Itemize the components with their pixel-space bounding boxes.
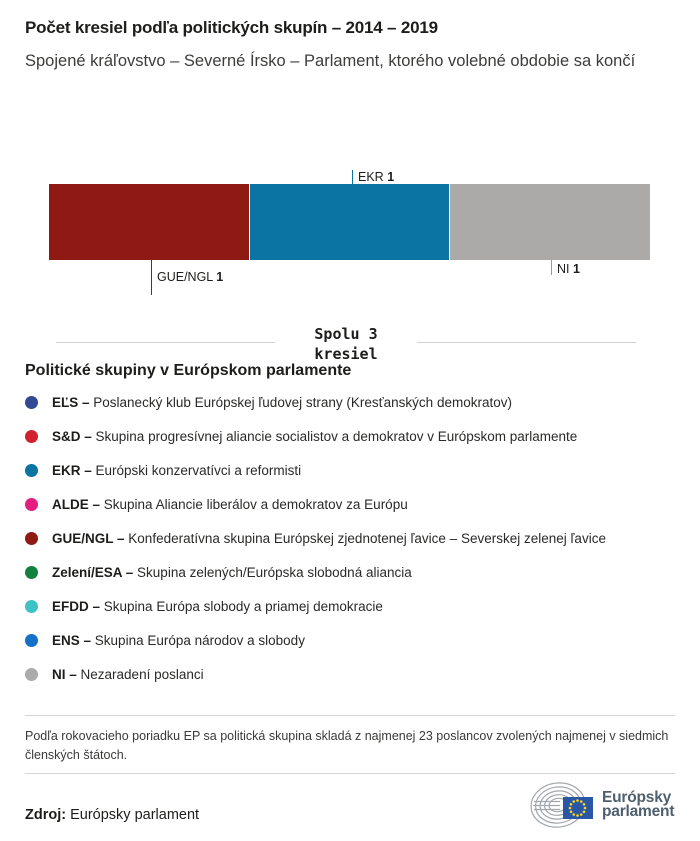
group-abbr: GUE/NGL – bbox=[52, 530, 125, 546]
group-abbr: ALDE – bbox=[52, 496, 101, 512]
total-divider-left bbox=[56, 342, 275, 343]
legend-item-efdd bbox=[25, 589, 680, 623]
source-line bbox=[25, 807, 199, 823]
group-name: GUE/NGL bbox=[157, 270, 213, 284]
page-title: Počet kresiel podľa politických skupín – 2014 – 2019 bbox=[25, 18, 438, 37]
total-line2: kresiel bbox=[314, 345, 378, 363]
els-color-dot-icon bbox=[25, 396, 38, 409]
group-abbr: Zelení/ESA – bbox=[52, 564, 134, 580]
bar-segment-gue-ngl bbox=[49, 184, 249, 260]
group-desc: Konfederatívna skupina Európskej zjednotenej ľavice – Severskej zelenej ľavice bbox=[128, 530, 606, 546]
group-abbr: ENS – bbox=[52, 632, 92, 648]
bar-segment-ekr bbox=[250, 184, 450, 260]
legend-item-ens bbox=[25, 623, 680, 657]
callout-label bbox=[358, 170, 394, 184]
group-desc: Skupina zelených/Európska slobodná aliancia bbox=[137, 564, 412, 580]
alde-color-dot-icon bbox=[25, 498, 38, 511]
group-desc: Poslanecký klub Európskej ľudovej strany (Kresťanských demokratov) bbox=[93, 394, 512, 410]
ni-color-dot-icon bbox=[25, 668, 38, 681]
callout-tick bbox=[352, 170, 353, 184]
group-desc: Európski konzervatívci a reformisti bbox=[95, 462, 302, 478]
divider-bottom bbox=[25, 773, 675, 774]
group-name: EKR bbox=[358, 170, 384, 184]
total-line1: Spolu 3 bbox=[314, 325, 378, 343]
page-subtitle: Spojené kráľovstvo – Severné Írsko – Parlament, ktorého volebné obdobie sa končí bbox=[25, 52, 636, 70]
group-abbr: EFDD – bbox=[52, 598, 101, 614]
seat-count: 1 bbox=[216, 270, 224, 284]
group-desc: Skupina Európa slobody a priamej demokracie bbox=[103, 598, 383, 614]
bar-segment-ni bbox=[450, 184, 650, 260]
divider-top bbox=[25, 715, 675, 716]
logo-wordmark bbox=[602, 791, 674, 818]
legend-item-zeleni-esa bbox=[25, 555, 680, 589]
legend bbox=[25, 385, 680, 691]
callout-label bbox=[557, 262, 580, 276]
legend-item-els bbox=[25, 385, 680, 419]
group-abbr: EĽS – bbox=[52, 394, 90, 410]
footnote: Podľa rokovacieho poriadku EP sa politická skupina skladá z najmenej 23 poslancov zvolených najmenej v siedmich členských štátoch. bbox=[25, 729, 669, 762]
legend-item-alde bbox=[25, 487, 680, 521]
logo-line1: Európsky bbox=[602, 789, 672, 806]
stacked-seat-bar bbox=[49, 184, 650, 260]
total-divider-right bbox=[417, 342, 636, 343]
group-desc: Nezaradení poslanci bbox=[80, 666, 204, 682]
group-desc: Skupina Aliancie liberálov a demokratov za Európu bbox=[103, 496, 408, 512]
ens-color-dot-icon bbox=[25, 634, 38, 647]
seat-count: 1 bbox=[387, 170, 395, 184]
group-desc: Skupina Európa národov a slobody bbox=[94, 632, 305, 648]
legend-item-ekr bbox=[25, 453, 680, 487]
legend-item-sd bbox=[25, 419, 680, 453]
legend-item-gue-ngl bbox=[25, 521, 680, 555]
zeleni-esa-color-dot-icon bbox=[25, 566, 38, 579]
source-value: Európsky parlament bbox=[70, 807, 200, 823]
callout-label bbox=[157, 270, 223, 284]
gue-ngl-color-dot-icon bbox=[25, 532, 38, 545]
group-abbr: NI – bbox=[52, 666, 77, 682]
legend-heading: Politické skupiny v Európskom parlamente bbox=[25, 362, 352, 379]
callout-tick bbox=[151, 260, 152, 295]
group-abbr: EKR – bbox=[52, 462, 92, 478]
group-abbr: S&D – bbox=[52, 428, 92, 444]
hemicycle-icon bbox=[528, 779, 600, 831]
legend-item-ni bbox=[25, 657, 680, 691]
logo-line2: parlament bbox=[602, 802, 675, 820]
total-seats-label bbox=[266, 324, 426, 364]
group-name: NI bbox=[557, 262, 570, 276]
seat-count: 1 bbox=[572, 262, 580, 276]
sd-color-dot-icon bbox=[25, 430, 38, 443]
efdd-color-dot-icon bbox=[25, 600, 38, 613]
callout-tick bbox=[551, 260, 552, 275]
ekr-color-dot-icon bbox=[25, 464, 38, 477]
european-parliament-logo bbox=[528, 779, 688, 831]
group-desc: Skupina progresívnej aliancie socialistov a demokratov v Európskom parlamente bbox=[95, 428, 578, 444]
source-label: Zdroj: bbox=[25, 807, 67, 823]
